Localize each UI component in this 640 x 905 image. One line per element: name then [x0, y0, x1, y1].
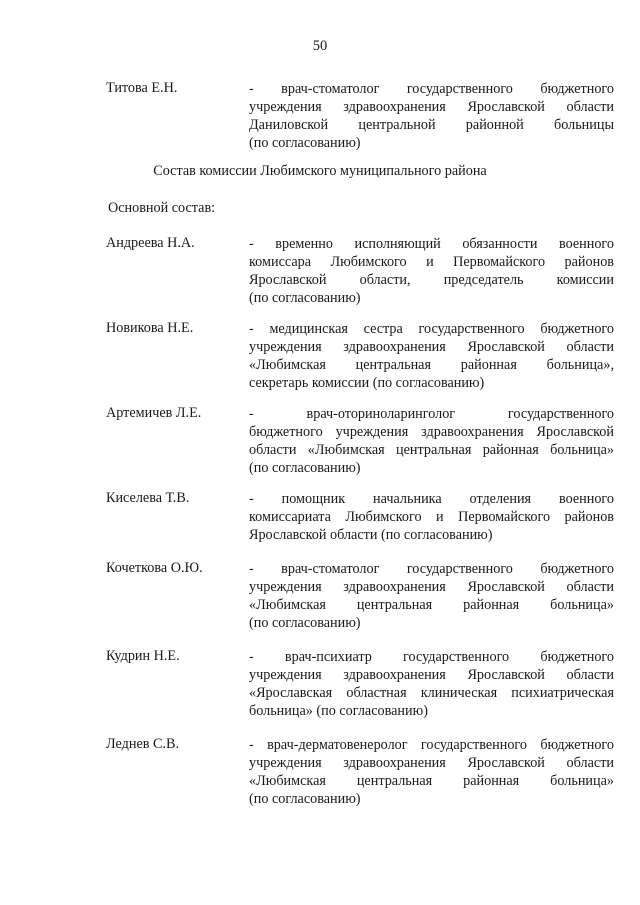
member-description: [249, 736, 614, 808]
description-line: Ярославской области (по согласованию): [249, 527, 493, 543]
description-line: области «Любимская центральная районная больница»: [249, 442, 614, 458]
description-line: (по согласованию): [249, 460, 361, 476]
description-line: - врач-психиатр государственного бюджетного: [249, 649, 614, 665]
description-line: - врач-оториноларинголог государственного: [249, 406, 614, 422]
description-line: Даниловской центральной районной больницы: [249, 117, 614, 133]
description-line: комиссариата Любимского и Первомайского районов: [249, 509, 614, 525]
member-name: Кудрин Н.Е.: [106, 648, 180, 664]
description-line: учреждения здравоохранения Ярославской области: [249, 667, 614, 683]
description-line: (по согласованию): [249, 135, 361, 151]
member-description: [249, 560, 614, 632]
member-description: [249, 490, 614, 544]
description-line: больница» (по согласованию): [249, 703, 428, 719]
subsection-title: Основной состав:: [108, 200, 216, 216]
member-name: Артемичев Л.Е.: [106, 405, 202, 421]
description-line: (по согласованию): [249, 290, 361, 306]
member-name: Андреева Н.А.: [106, 235, 195, 251]
description-line: - помощник начальника отделения военного: [249, 491, 614, 507]
description-line: Ярославской области, председатель комиссии: [249, 272, 614, 288]
member-name: Леднев С.В.: [106, 736, 180, 752]
description-line: «Ярославская областная клиническая психиатрическая: [249, 685, 614, 701]
member-name: Титова Е.Н.: [106, 80, 178, 96]
member-name: Новикова Н.Е.: [106, 320, 194, 336]
member-description: [249, 405, 614, 477]
member-description: [249, 235, 614, 307]
member-description: [249, 80, 614, 152]
description-line: учреждения здравоохранения Ярославской области: [249, 579, 614, 595]
description-line: «Любимская центральная районная больница»,: [249, 357, 614, 373]
member-name: Кочеткова О.Ю.: [106, 560, 203, 576]
description-line: «Любимская центральная районная больница»: [249, 773, 614, 789]
description-line: комиссара Любимского и Первомайского районов: [249, 254, 614, 270]
description-line: секретарь комиссии (по согласованию): [249, 375, 485, 391]
section-title: Состав комиссии Любимского муниципального района: [153, 163, 487, 179]
description-line: «Любимская центральная районная больница»: [249, 597, 614, 613]
description-line: (по согласованию): [249, 791, 361, 807]
description-line: - врач-стоматолог государственного бюджетного: [249, 561, 614, 577]
description-line: - врач-стоматолог государственного бюджетного: [249, 81, 614, 97]
page-number: 50: [312, 38, 328, 54]
description-line: (по согласованию): [249, 615, 361, 631]
member-description: [249, 648, 614, 720]
description-line: бюджетного учреждения здравоохранения Ярославской: [249, 424, 614, 440]
description-line: - врач-дерматовенеролог государственного бюджетного: [249, 737, 614, 753]
member-name: Киселева Т.В.: [106, 490, 190, 506]
description-line: - медицинская сестра государственного бюджетного: [249, 321, 614, 337]
description-line: учреждения здравоохранения Ярославской области: [249, 339, 614, 355]
description-line: учреждения здравоохранения Ярославской области: [249, 755, 614, 771]
member-description: [249, 320, 614, 392]
description-line: - временно исполняющий обязанности военного: [249, 236, 614, 252]
description-line: учреждения здравоохранения Ярославской области: [249, 99, 614, 115]
